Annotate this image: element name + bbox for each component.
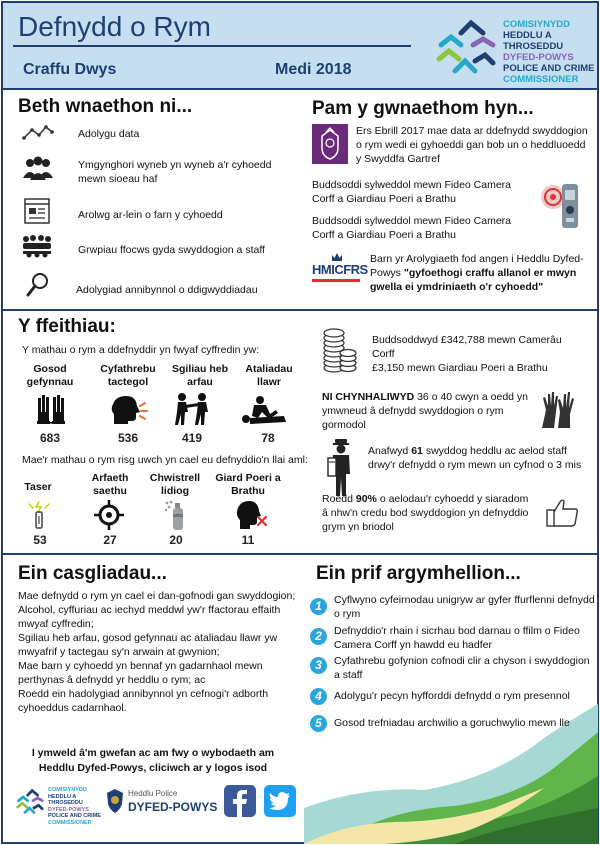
divider xyxy=(3,88,597,90)
why-item-1: Ers Ebrill 2017 mae data ar ddefnydd swyddogion o rym wedi ei gyhoeddi gan bob un o heddluoedd y Swyddfa Gartref xyxy=(356,125,588,165)
page-subtitle: Craffu Dwys xyxy=(23,61,117,78)
risk-force-intro: Mae'r mathau o rym risg uwch yn cael eu defnyddio'n llai aml: xyxy=(22,454,308,466)
thumbs-up-icon xyxy=(546,498,580,528)
recommendation-2: Defnyddio'r rhain i sicrhau bod darnau o ffilm o Fideo Camera Corff yn hawdd eu hadfer xyxy=(334,625,580,651)
investment-body-cameras: Buddsoddwyd £342,788 mewn Camerâu Corff xyxy=(372,334,562,360)
police-crest-icon xyxy=(106,788,124,814)
spray-can-icon xyxy=(164,500,188,532)
home-office-crest-icon xyxy=(312,124,348,164)
findings-heading: Ein casgliadau... xyxy=(18,563,167,584)
hmicfrs-logo-bar xyxy=(312,279,360,282)
taser-icon xyxy=(24,498,54,532)
recommendation-4: Adolygu'r pecyn hyfforddi defnydd o rym presennol xyxy=(334,690,570,702)
force-label-unarmed-skills: Sgiliau heb arfau xyxy=(171,363,228,388)
force-label-spit-guard: Giard Poeri a Brathu xyxy=(215,472,281,497)
facebook-link[interactable] xyxy=(224,785,256,817)
force-label-irritant-spray: Chwistrell lidiog xyxy=(149,472,201,497)
force-value-unarmed-skills: 419 xyxy=(181,431,203,445)
commissioner-footer-logo-icon xyxy=(14,787,44,817)
twitter-link[interactable] xyxy=(264,785,296,817)
crosshair-icon xyxy=(94,500,124,530)
footer-text: I ymweld â'm gwefan ac am fwy o wybodaeth am Heddlu Dyfed-Powys, cliciwch ar y logos isod xyxy=(31,747,275,774)
complaints-fact: NI CHYNHALIWYD 36 o 40 cwyn a oedd yn ymwneud â defnydd swyddogion o rym gormodol xyxy=(322,391,529,431)
injured-officer-icon xyxy=(326,438,358,498)
line-chart-icon xyxy=(22,124,54,140)
divider xyxy=(3,553,597,555)
force-value-tactical-comms: 536 xyxy=(117,431,139,445)
police-footer-link[interactable] xyxy=(106,786,218,820)
force-label-tactical-comms: Cyfathrebu tactegol xyxy=(100,363,156,388)
hmic-statement: Barn yr Arolygiaeth fod angen i Heddlu Dyfed-Powys "gyfoethogi craffu allanol er mwyn gwella ei ymdriniaeth o'r cyhoedd" xyxy=(370,253,584,293)
recommendation-3: Cyfathrebu gofynion cofnodi clir a chyson i swyddogion a staff xyxy=(334,655,590,681)
what-we-did-heading: Beth wnaethon ni... xyxy=(18,96,193,117)
public-opinion-fact: Roedd 90% o aelodau'r cyhoedd y siaradom â nhw'n credu bod swyddogion yn defnyddio grym yn briodol xyxy=(322,493,529,533)
force-value-taser: 53 xyxy=(33,533,47,547)
rec-number-4: 4 xyxy=(310,688,327,705)
unarmed-restraint-icon xyxy=(172,392,212,426)
why-heading: Pam y gwnaethom hyn... xyxy=(312,98,534,119)
commissioner-footer-link[interactable] xyxy=(14,784,106,826)
force-value-firearm-aim: 27 xyxy=(103,533,117,547)
finding-3: Sgiliau heb arfau, gosod gefynnau ac ataliadau llawr yw mwyafrif y tactegau sy'n arwain at gwynion; xyxy=(18,632,278,658)
rec-number-3: 3 xyxy=(310,657,327,674)
crown-icon xyxy=(331,252,343,262)
facebook-icon xyxy=(224,785,256,817)
what-item-3: Arolwg ar-lein o farn y cyhoedd xyxy=(78,209,223,221)
what-item-2: Ymgynghori wyneb yn wyneb a'r cyhoedd mewn sioeau haf xyxy=(78,159,272,185)
finding-2: Alcohol, cyffuriau ac iechyd meddwl yw'r ffactorau effaith mwyaf cyffredin; xyxy=(18,604,281,630)
force-label-handcuffing: Gosod gefynnau xyxy=(26,363,74,388)
what-item-4: Grwpiau ffocws gyda swyddogion a staff xyxy=(78,244,265,256)
page-title: Defnydd o Rym xyxy=(18,11,211,42)
police-logo-small-text: Heddlu Police xyxy=(128,789,178,798)
force-label-firearm-aim: Arfaeth saethu xyxy=(91,472,129,497)
focus-group-icon xyxy=(20,234,54,258)
commissioner-logo-icon xyxy=(431,15,497,81)
recommendation-5: Gosod trefniadau archwilio a goruchwylio mewn lle xyxy=(334,717,570,729)
investment-spit-guards: £3,150 mewn Giardiau Poeri a Brathu xyxy=(372,362,548,374)
force-value-ground-restraints: 78 xyxy=(261,431,275,445)
title-rule xyxy=(13,45,411,47)
finding-4: Mae barn y cyhoedd yn bennaf yn gadarnhaol mewn perthynas â defnydd yr heddlu o rym; ac xyxy=(18,660,263,686)
facts-heading: Y ffeithiau: xyxy=(18,316,116,337)
raised-hands-icon xyxy=(538,388,578,430)
force-label-taser: Taser xyxy=(24,481,52,493)
finding-1: Mae defnydd o rym yn cael ei dan-gofnodi gan swyddogion; xyxy=(18,590,296,602)
body-camera-icon xyxy=(538,180,582,232)
page-date: Medi 2018 xyxy=(275,61,352,78)
findings-list xyxy=(18,589,302,715)
page-header xyxy=(3,3,597,88)
rec-number-5: 5 xyxy=(310,715,327,732)
injured-fact: Anafwyd 61 swyddog heddlu ac aelod staff drwy'r defnydd o rym mewn un cyfnod o 3 mis xyxy=(368,445,582,471)
online-survey-icon xyxy=(24,198,50,224)
handcuffed-hands-icon xyxy=(36,392,66,428)
force-value-handcuffing: 683 xyxy=(39,431,61,445)
coin-stack-icon xyxy=(322,326,358,374)
finding-5: Roedd ein hadolygiad annibynnol yn cefnogi'r adborth cyhoeddus cadarnhaol. xyxy=(18,688,269,714)
rec-number-2: 2 xyxy=(310,628,327,645)
ground-restraint-icon xyxy=(240,396,288,426)
police-logo-text: DYFED-POWYS xyxy=(128,800,218,814)
recommendation-1: Cyflwyno cyfeirnodau unigryw ar gyfer ffurflenni defnydd o rym xyxy=(334,594,595,620)
force-value-spit-guard: 11 xyxy=(241,533,255,547)
commissioner-logo-text: COMISIYNYDD HEDDLU A THROSEDDU DYFED-POWYS POLICE AND CRIME COMMISSIONER xyxy=(503,19,595,85)
what-item-5: Adolygiad annibynnol o ddigwyddiadau xyxy=(76,284,258,296)
rec-number-1: 1 xyxy=(310,598,327,615)
audience-icon xyxy=(22,154,54,182)
magnifier-icon xyxy=(26,272,50,298)
force-label-ground-restraints: Ataliadau llawr xyxy=(245,363,293,388)
commissioner-footer-text: COMISIYNYDD HEDDLU A THROSEDDU DYFED-POWYS POLICE AND CRIME COMMISSIONER xyxy=(48,787,101,826)
why-item-2: Buddsoddi sylweddol mewn Fideo Camera Corff a Giardiau Poeri a Brathu xyxy=(312,179,512,205)
speaking-head-icon xyxy=(110,394,148,426)
why-item-3: Buddsoddi sylweddol mewn Fideo Camera Corff a Giardiau Poeri a Brathu xyxy=(312,215,512,241)
divider xyxy=(3,309,597,311)
hmicfrs-logo: HMICFRS xyxy=(312,262,368,277)
twitter-bird-icon xyxy=(264,785,296,817)
spit-guard-head-icon xyxy=(234,500,268,530)
common-force-intro: Y mathau o rym a ddefnyddir yn fwyaf cyffredin yw: xyxy=(22,344,260,356)
force-value-irritant-spray: 20 xyxy=(169,533,183,547)
what-item-1: Adolygu data xyxy=(78,128,140,140)
recommendations-heading: Ein prif argymhellion... xyxy=(316,563,521,584)
